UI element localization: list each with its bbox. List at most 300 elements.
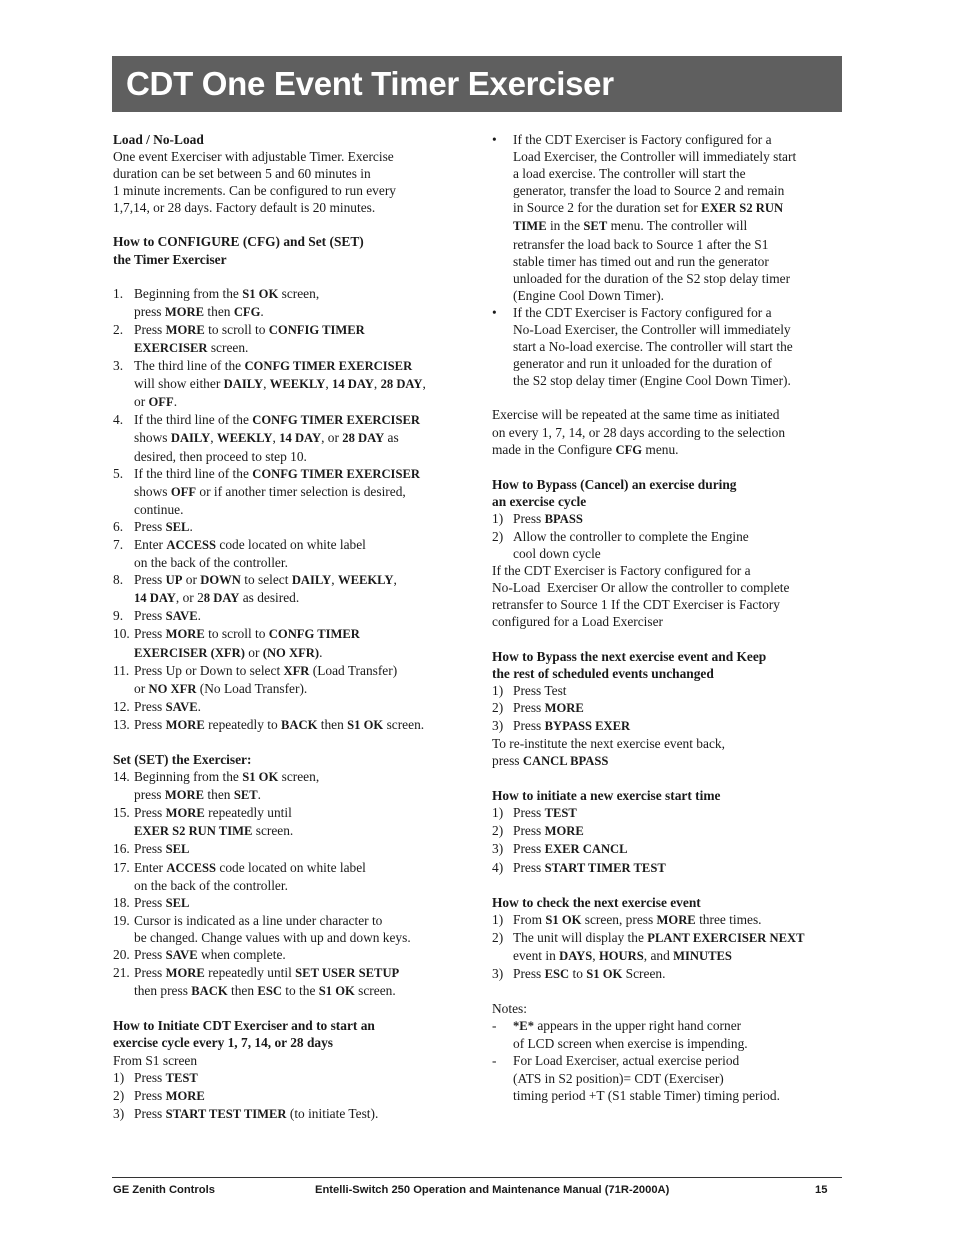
text-line <box>134 982 465 1000</box>
keyword: MORE <box>165 322 205 337</box>
keyword: CONFG TIMER EXERCISER <box>252 466 420 481</box>
text-run: the S2 stop delay timer (Engine Cool Down Timer). <box>513 373 791 389</box>
text-run: cool down cycle <box>513 546 601 562</box>
step-number: 2) <box>492 929 504 945</box>
step-number: 10. <box>113 626 130 642</box>
keyword: MORE <box>165 627 205 642</box>
step-item <box>492 682 842 699</box>
bullet-item <box>492 1052 842 1103</box>
configure-heading-line: How to CONFIGURE (CFG) and Set (SET) <box>113 234 364 250</box>
step-item <box>492 822 842 840</box>
text-run: retransfer the load back to Source 1 after the S1 <box>513 236 769 252</box>
keyword: EXERCISER (XFR) <box>134 645 245 660</box>
text-run: when complete. <box>197 947 286 963</box>
step-item <box>113 1087 465 1105</box>
step-item <box>492 929 842 965</box>
text-run: screen. <box>252 823 294 839</box>
bypass-heading-line: an exercise cycle <box>492 493 587 509</box>
keyword: BACK <box>281 717 318 732</box>
text-line <box>492 752 842 770</box>
notes-list <box>492 1017 842 1103</box>
text-line <box>513 840 842 858</box>
text-run: Press <box>134 626 166 642</box>
step-number: 1) <box>492 911 504 927</box>
text-run: shows <box>134 430 171 446</box>
step-number: 9. <box>113 608 124 624</box>
keyword: CFG <box>615 442 643 457</box>
load-text <box>113 148 465 216</box>
keyword: ACCESS <box>166 537 217 552</box>
text-run: timing period +T (S1 stable Timer) timing period. <box>513 1087 780 1103</box>
text-line <box>134 946 465 964</box>
keyword: TIME <box>513 219 547 234</box>
bypass-next-heading-line: How to Bypass the next exercise event and Keep <box>492 648 767 664</box>
text-run: (Load Transfer) <box>309 662 398 678</box>
step-number: 11. <box>113 662 130 678</box>
text-run: on every 1, 7, 14, or 28 days according to the selection <box>492 424 786 440</box>
step-number: 15. <box>113 805 130 821</box>
text-run: unloaded for the duration of the S2 stop delay timer <box>513 270 791 286</box>
step-item <box>113 285 465 321</box>
page-title: CDT One Event Timer Exerciser <box>126 65 614 102</box>
title-banner <box>112 56 842 112</box>
text-run: press <box>134 787 165 803</box>
bypass-heading-line: How to Bypass (Cancel) an exercise during <box>492 476 737 492</box>
text-line <box>513 372 842 389</box>
text-line <box>134 483 465 501</box>
text-run: Beginning from the <box>134 769 243 785</box>
text-run: to scroll to <box>204 321 269 337</box>
text-run: If the third line of the <box>134 465 253 481</box>
text-run: menu. <box>642 441 679 457</box>
keyword: SEL <box>165 895 190 910</box>
bypass-steps <box>492 510 842 562</box>
step-number: 2) <box>492 823 504 839</box>
set-steps <box>113 768 465 1000</box>
bullet-mark: - <box>492 1018 497 1034</box>
keyword: MORE <box>165 806 205 821</box>
keyword: MORE <box>164 788 205 803</box>
text-run: a load exercise. The controller will start the <box>513 166 746 182</box>
text-run: Cursor is indicated as a line under character to <box>134 912 383 928</box>
text-run: , or 2 <box>175 590 204 606</box>
text-run: press <box>492 753 523 769</box>
text-line <box>513 304 842 321</box>
keyword: 14 DAY <box>332 377 374 392</box>
keyword: SAVE <box>165 948 198 963</box>
text-run: , <box>393 572 397 588</box>
bypass-note-line: If the CDT Exerciser is Factory configured for a <box>492 563 751 579</box>
text-run: then <box>204 787 234 803</box>
text-line <box>134 554 465 571</box>
text-line <box>134 912 465 929</box>
text-line <box>513 1035 842 1052</box>
text-line <box>513 545 842 562</box>
load-section <box>113 131 465 216</box>
text-run: Press <box>134 841 166 857</box>
keyword: EXER CANCL <box>544 842 628 857</box>
initiate-section <box>113 1017 465 1123</box>
keyword: EXER S2 RUN TIME <box>134 824 253 839</box>
step-number: 19. <box>113 912 130 928</box>
step-number: 17. <box>113 859 130 875</box>
keyword: CONFG TIMER EXERCISER <box>252 413 420 428</box>
text-run: From <box>513 911 546 927</box>
check-next-heading: How to check the next exercise event <box>492 894 701 910</box>
text-run: will show either <box>134 376 224 392</box>
text-line <box>513 859 842 877</box>
keyword: EXER S2 RUN <box>701 201 784 216</box>
step-number: 7. <box>113 536 124 552</box>
keyword: HOURS <box>598 948 644 963</box>
text-run: stable timer has timed out and run the generator <box>513 253 769 269</box>
text-run: then <box>317 716 348 732</box>
step-item <box>113 912 465 946</box>
keyword: START TIMER TEST <box>544 860 666 875</box>
step-number: 6. <box>113 518 124 534</box>
text-run: Press <box>513 805 545 821</box>
step-item <box>113 518 465 536</box>
keyword: 14 DAY <box>279 431 322 446</box>
text-line <box>134 607 465 625</box>
text-line <box>134 680 465 698</box>
text-line <box>513 287 842 304</box>
keyword: 14 DAY <box>134 591 176 606</box>
text-run: If the CDT Exerciser is Factory configured for a <box>513 304 772 320</box>
text-run: Press <box>134 716 166 732</box>
keyword: TEST <box>544 806 577 821</box>
text-line <box>492 424 842 441</box>
keyword: CONFG TIMER <box>268 627 360 642</box>
keyword: ESC <box>544 967 570 982</box>
text-line <box>492 735 842 752</box>
text-run: Press <box>513 699 545 715</box>
text-run: screen. <box>354 983 396 999</box>
keyword: MORE <box>164 304 205 319</box>
keyword: MINUTES <box>673 948 732 963</box>
step-number: 1) <box>492 682 504 698</box>
right-column <box>492 131 842 1121</box>
keyword: CONFIG TIMER <box>268 322 365 337</box>
keyword: START TEST TIMER <box>165 1106 287 1121</box>
keyword: ACCESS <box>166 860 217 875</box>
keyword: WEEKLY <box>269 377 326 392</box>
text-run: continue. <box>134 501 184 517</box>
step-item <box>113 536 465 571</box>
text-run: Press <box>513 841 545 857</box>
bullet-mark: • <box>492 304 497 320</box>
text-run: screen, <box>278 769 320 785</box>
text-line <box>134 303 465 321</box>
keyword: SAVE <box>165 609 198 624</box>
keyword: S1 OK <box>242 770 279 785</box>
text-run: Press <box>134 947 166 963</box>
repeat-paragraph <box>492 406 842 458</box>
text-run: For Load Exerciser, actual exercise period <box>513 1053 740 1069</box>
step-number: 2) <box>492 528 504 544</box>
text-run: Press <box>513 717 545 733</box>
step-item <box>113 411 465 464</box>
bypass-note-line: configured for a Load Exerciser <box>492 614 664 630</box>
text-line <box>134 877 465 894</box>
keyword: DOWN <box>200 573 241 588</box>
footer-manual-title: Entelli-Switch 250 Operation and Maintenance Manual (71R-2000A) <box>315 1184 670 1196</box>
text-line <box>134 964 465 982</box>
text-line <box>134 285 465 303</box>
text-line <box>513 148 842 165</box>
text-line <box>134 589 465 607</box>
step-number: 13. <box>113 716 130 732</box>
text-line <box>134 644 465 662</box>
text-line <box>134 357 465 375</box>
text-run: . <box>197 608 201 624</box>
set-heading: Set (SET) the Exerciser: <box>113 752 252 767</box>
step-item <box>113 321 465 357</box>
step-item <box>113 804 465 840</box>
step-number: 3) <box>492 717 504 733</box>
text-line <box>134 716 465 734</box>
text-run: to the <box>281 983 319 999</box>
step-number: 21. <box>113 965 130 981</box>
text-run: or <box>182 572 201 588</box>
keyword: SEL <box>165 519 190 534</box>
text-line <box>134 501 465 518</box>
text-line <box>134 822 465 840</box>
text-run: start a No-load exercise. The controller will start the <box>513 339 793 355</box>
text-line <box>513 253 842 270</box>
set-section <box>113 751 465 1000</box>
text-line <box>492 406 842 423</box>
step-number: 3) <box>113 1105 125 1121</box>
keyword: MORE <box>165 1088 205 1103</box>
text-run: , <box>325 376 333 392</box>
text-run: in the <box>546 218 584 234</box>
text-run: Press <box>134 965 166 981</box>
text-run: Exercise will be repeated at the same time as initiated <box>492 407 780 423</box>
text-run: shows <box>134 483 171 499</box>
text-run: screen, <box>278 285 320 301</box>
keyword: PLANT EXERCISER NEXT <box>647 930 805 945</box>
text-run: of LCD screen when exercise is impending. <box>513 1036 748 1052</box>
text-run: Press Test <box>513 682 567 698</box>
keyword: EXERCISER <box>134 340 208 355</box>
notes-label: Notes: <box>492 1001 527 1017</box>
step-number: 18. <box>113 894 130 910</box>
step-number: 4. <box>113 412 124 428</box>
text-line <box>134 411 465 429</box>
text-run: , <box>592 947 599 963</box>
text-run: , or <box>321 430 343 446</box>
text-run: then <box>204 303 234 319</box>
text-run: desired, then proceed to step 10. <box>134 448 307 464</box>
keyword: MORE <box>165 717 205 732</box>
text-line <box>513 822 842 840</box>
text-line <box>513 182 842 199</box>
step-number: 3. <box>113 358 124 374</box>
text-line <box>134 339 465 357</box>
text-run: Screen. <box>622 966 666 982</box>
text-line <box>134 429 465 447</box>
text-run: to select <box>240 572 292 588</box>
load-line: duration can be set between 5 and 60 minutes in <box>113 166 371 182</box>
step-number: 2. <box>113 321 124 337</box>
text-line <box>513 338 842 355</box>
text-run: Press <box>513 510 545 526</box>
step-item <box>492 859 842 877</box>
text-run: Allow the controller to complete the Engine <box>513 528 749 544</box>
step-number: 8. <box>113 572 124 588</box>
text-line <box>134 625 465 643</box>
text-line <box>513 1017 842 1035</box>
keyword: NO XFR <box>148 681 197 696</box>
text-line <box>134 393 465 411</box>
keyword: SET <box>583 219 608 234</box>
text-run: or <box>134 394 149 410</box>
text-line <box>134 321 465 339</box>
keyword: BACK <box>191 984 228 999</box>
step-item <box>113 625 465 661</box>
text-run: (No Load Transfer). <box>196 680 308 696</box>
configure-steps <box>113 285 465 734</box>
bypass-note-line: retransfer to Source 1 If the CDT Exerciser is Factory <box>492 597 780 613</box>
text-line <box>134 894 465 912</box>
text-run: (ATS in S2 position)= CDT (Exerciser) <box>513 1070 724 1086</box>
text-line <box>513 217 842 235</box>
text-run: code located on white label <box>216 859 366 875</box>
keyword: S1 OK <box>586 967 623 982</box>
step-item <box>492 911 842 929</box>
text-run: (Engine Cool Down Timer). <box>513 287 665 303</box>
text-run: Press <box>134 321 166 337</box>
text-run: three times. <box>695 911 762 927</box>
text-run: . <box>260 303 264 319</box>
text-run: event in <box>513 947 560 963</box>
text-line <box>134 465 465 483</box>
load-line: 1 minute increments. Can be configured to run every <box>113 183 396 199</box>
text-run: The third line of the <box>134 358 245 374</box>
text-line <box>134 662 465 680</box>
keyword: TEST <box>165 1070 198 1085</box>
keyword: OFF <box>148 395 174 410</box>
step-number: 3) <box>492 841 504 857</box>
text-run: on the back of the controller. <box>134 877 288 893</box>
text-line <box>513 682 842 699</box>
text-run: screen, press <box>581 911 657 927</box>
text-line <box>134 786 465 804</box>
text-line <box>513 510 842 528</box>
text-run: Press <box>134 805 166 821</box>
keyword: 28 DAY <box>380 377 423 392</box>
keyword: CONFG TIMER EXERCISER <box>244 359 413 374</box>
bullet-item <box>492 131 842 304</box>
text-run: Press <box>513 823 545 839</box>
text-run: , <box>263 376 270 392</box>
text-line <box>513 236 842 253</box>
text-run: repeatedly until <box>204 965 296 981</box>
keyword: DAILY <box>291 573 332 588</box>
initiate-intro: From S1 screen <box>113 1052 198 1068</box>
step-item <box>492 699 842 717</box>
text-run: menu. The controller will <box>607 218 748 234</box>
page-number: 15 <box>815 1184 828 1196</box>
text-run: repeatedly until <box>204 805 292 821</box>
step-item <box>113 698 465 716</box>
text-run: , <box>210 430 217 446</box>
text-run: Load Exerciser, the Controller will immediately start <box>513 149 797 165</box>
keyword: DAILY <box>223 377 264 392</box>
text-line <box>513 1087 842 1104</box>
text-run: . <box>189 518 193 534</box>
keyword: 28 DAY <box>342 431 385 446</box>
text-run: in Source 2 for the duration set for <box>513 200 702 216</box>
step-number: 20. <box>113 947 130 963</box>
text-line <box>134 768 465 786</box>
step-item <box>113 607 465 625</box>
text-line <box>134 859 465 877</box>
text-run: or <box>244 644 263 660</box>
text-run: code located on white label <box>216 536 366 552</box>
step-number: 1. <box>113 285 124 301</box>
new-start-section <box>492 787 842 876</box>
configure-section <box>113 233 465 734</box>
text-run: Press <box>134 518 166 534</box>
text-line <box>492 441 842 459</box>
load-heading: Load / No-Load <box>113 132 204 147</box>
text-line <box>134 804 465 822</box>
text-run: Press <box>134 1087 166 1103</box>
step-item <box>492 510 842 528</box>
step-number: 1) <box>113 1069 125 1085</box>
keyword: SET <box>233 788 258 803</box>
text-run: Beginning from the <box>134 285 243 301</box>
text-line <box>134 929 465 946</box>
text-run: , <box>373 376 381 392</box>
keyword: CANCL BPASS <box>522 754 609 769</box>
step-item <box>113 1069 465 1087</box>
keyword: BPASS <box>544 511 583 526</box>
configure-heading-line: the Timer Exerciser <box>113 251 227 267</box>
step-number: 2) <box>113 1087 125 1103</box>
text-run: No-Load Exerciser, the Controller will immediately <box>513 322 791 338</box>
text-line <box>513 929 842 947</box>
text-run: Press <box>134 572 166 588</box>
keyword: MORE <box>544 700 584 715</box>
text-line <box>134 571 465 589</box>
keyword: DAILY <box>170 431 211 446</box>
step-item <box>113 894 465 912</box>
text-line <box>513 1052 842 1069</box>
keyword: SEL <box>165 842 190 857</box>
text-line <box>134 1069 465 1087</box>
text-run: (to initiate Test). <box>286 1105 379 1121</box>
new-start-heading: How to initiate a new exercise start time <box>492 788 721 804</box>
text-run: Press <box>134 1105 166 1121</box>
text-run: to <box>569 966 587 982</box>
text-run: , <box>422 376 426 392</box>
step-number: 5. <box>113 465 124 481</box>
step-item <box>113 357 465 411</box>
keyword: SET USER SETUP <box>295 966 400 981</box>
keyword: UP <box>165 573 183 588</box>
keyword: MORE <box>165 966 205 981</box>
text-line <box>513 717 842 735</box>
text-run: screen. <box>207 339 249 355</box>
left-column <box>113 131 465 1140</box>
step-item <box>113 1105 465 1123</box>
step-item <box>113 840 465 858</box>
bullet-item <box>492 304 842 389</box>
text-run: , and <box>643 947 674 963</box>
